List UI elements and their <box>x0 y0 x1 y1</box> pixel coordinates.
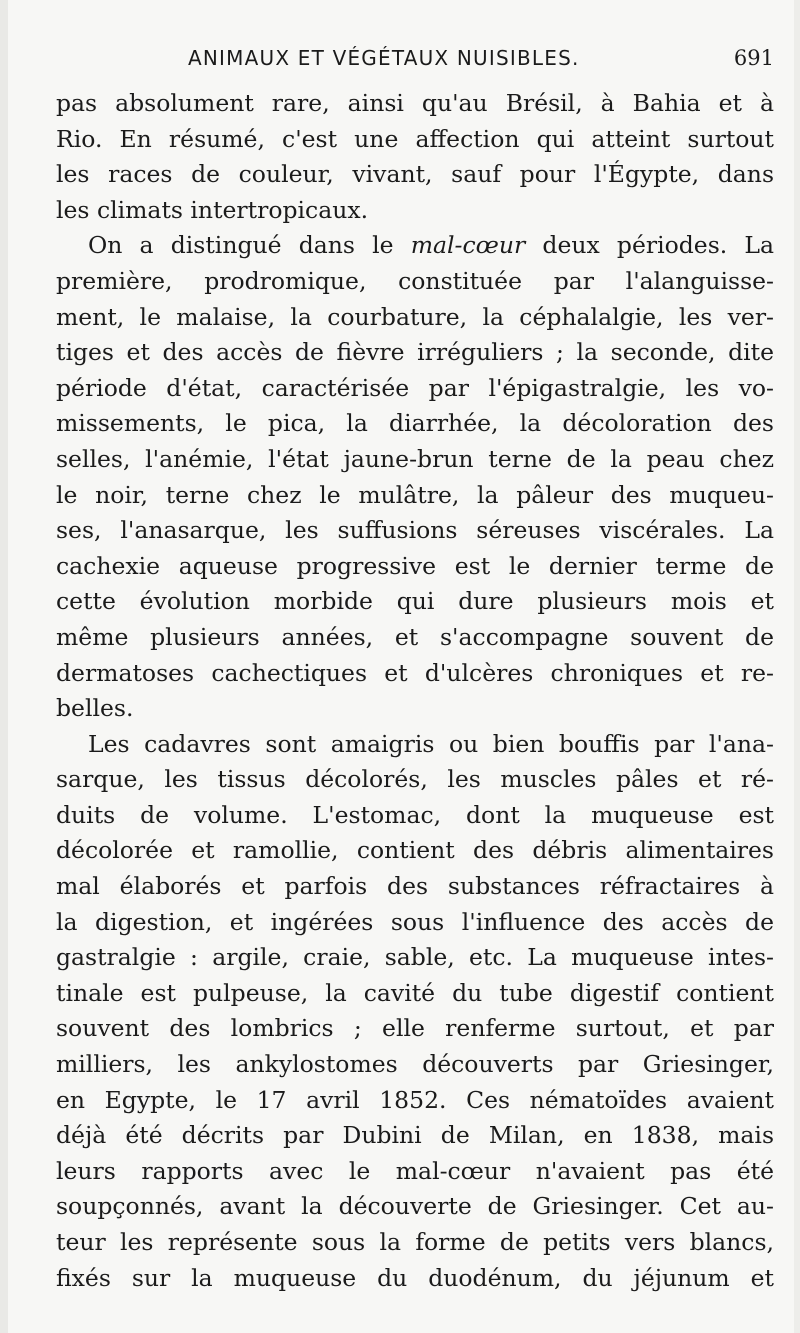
text-line: souvent des lombrics ; elle renferme surtout, et par <box>56 1014 774 1043</box>
text-line: les climats intertropicaux. <box>56 195 369 224</box>
text-line: soupçonnés, avant la découverte de Griesinger. Cet au- <box>56 1192 774 1221</box>
text-line: pas absolument rare, ainsi qu'au Brésil, à Bahia et à <box>56 89 774 117</box>
text-line: même plusieurs années, et s'accompagne souvent de <box>56 622 774 651</box>
text-line: les races de couleur, vivant, sauf pour l'Égypte, dans <box>56 160 774 189</box>
text-line <box>56 228 774 264</box>
text-line: sarque, les tissus décolorés, les muscles pâles et ré- <box>56 765 774 794</box>
text-line: cachexie aqueuse progressive est le dernier terme de <box>56 551 774 580</box>
text-line: ses, l'anasarque, les suffusions séreuses viscérales. La <box>56 516 774 545</box>
text-line: teur les représente sous la forme de petits vers blancs, <box>56 1228 774 1256</box>
text-line: la digestion, et ingérées sous l'influence des accès de <box>56 907 774 936</box>
text-line: Rio. En résumé, c'est une affection qui atteint surtout <box>56 124 774 153</box>
text-line: décolorée et ramollie, contient des débris alimentaires <box>56 836 774 865</box>
text-line: période d'état, caractérisée par l'épigastralgie, les vo- <box>56 373 774 402</box>
text-line: leurs rapports avec le mal-cœur n'avaient pas été <box>56 1156 774 1185</box>
body-text <box>56 86 774 1296</box>
text-line: fixés sur la muqueuse du duodénum, du jéjunum et <box>56 1263 774 1292</box>
text-line: duits de volume. L'estomac, dont la muqueuse est <box>56 800 774 829</box>
text-line: tinale est pulpeuse, la cavité du tube digestif contient <box>56 978 774 1007</box>
emphasis-term: mal-cœur <box>410 231 526 260</box>
text-line: dermatoses cachectiques et d'ulcères chroniques et re- <box>56 658 774 687</box>
text-line: en Egypte, le 17 avril 1852. Ces nématoïdes avaient <box>56 1085 774 1114</box>
text-line: Les cadavres sont amaigris ou bien bouffis par l'ana- <box>88 729 774 758</box>
text-line: milliers, les ankylostomes découverts par Griesinger, <box>56 1050 774 1079</box>
text-line: déjà été décrits par Dubini de Milan, en 1838, mais <box>56 1121 774 1150</box>
text-line: mal élaborés et parfois des substances réfractaires à <box>56 872 774 901</box>
page-number: 691 <box>733 46 774 70</box>
text-line: gastralgie : argile, craie, sable, etc. La muqueuse intes- <box>56 943 774 972</box>
text-segment: deux périodes. La <box>525 231 774 260</box>
running-head <box>56 40 774 76</box>
text-line: tiges et des accès de fièvre irréguliers ; la seconde, dite <box>56 338 774 367</box>
text-line: belles. <box>56 694 134 723</box>
text-line: selles, l'anémie, l'état jaune-brun terne de la peau chez <box>56 444 774 473</box>
text-line: première, prodromique, constituée par l'alanguisse- <box>56 266 774 295</box>
text-line: missements, le pica, la diarrhée, la décoloration des <box>56 409 774 438</box>
text-line: cette évolution morbide qui dure plusieurs mois et <box>56 587 774 616</box>
text-line: le noir, terne chez le mulâtre, la pâleur des muqueu- <box>56 480 774 509</box>
text-line: ment, le malaise, la courbature, la céphalalgie, les ver- <box>56 302 774 331</box>
text-segment: On a distingué dans le <box>88 231 411 260</box>
running-title: ANIMAUX ET VÉGÉTAUX NUISIBLES. <box>188 46 580 70</box>
